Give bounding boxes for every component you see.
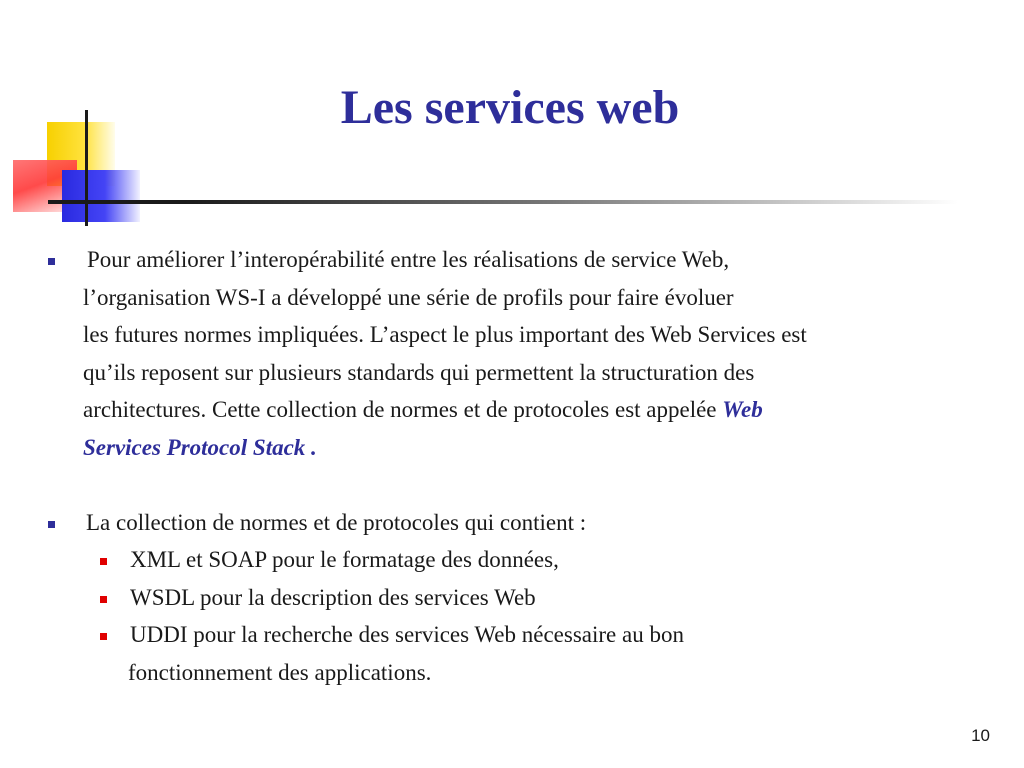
paragraph-line xyxy=(83,429,993,467)
logo-vertical-line xyxy=(85,110,88,226)
logo-blue-square xyxy=(62,170,140,222)
bullet-paragraph-1 xyxy=(83,241,993,466)
paragraph-line: Pour améliorer l’interopérabilité entre les réalisations de service Web, xyxy=(87,247,730,272)
emphasis-text: Web xyxy=(722,397,763,422)
bullet-paragraph-2: La collection de normes et de protocoles qui contient : xyxy=(86,510,587,535)
list-item xyxy=(100,541,960,579)
list-item-text: XML et SOAP pour le formatage des données, xyxy=(130,547,559,572)
list-item-text: UDDI pour la recherche des services Web nécessaire au bon xyxy=(130,622,684,647)
title-underline xyxy=(48,200,958,204)
red-square-bullet-icon xyxy=(100,633,107,640)
paragraph-line: l’organisation WS-I a développé une série de profils pour faire évoluer xyxy=(83,284,734,310)
list-item-continuation: fonctionnement des applications. xyxy=(128,659,432,685)
slide-title: Les services web xyxy=(340,81,680,134)
emphasis-trailing: . xyxy=(305,434,317,460)
bullet-square-icon xyxy=(48,521,55,528)
decorative-logo xyxy=(0,100,160,230)
bullet-square-icon xyxy=(48,258,55,265)
page-number: 10 xyxy=(971,726,990,745)
list-item xyxy=(100,616,960,654)
list-item-text: WSDL pour la description des services Web xyxy=(130,584,536,610)
sub-bullet-list xyxy=(100,541,960,691)
paragraph-line: les futures normes impliquées. L’aspect le plus important des Web Services est xyxy=(83,322,807,347)
paragraph-line-text: architectures. Cette collection de normes et de protocoles est appelée xyxy=(83,397,723,422)
red-square-bullet-icon xyxy=(100,558,107,565)
paragraph-line xyxy=(83,391,993,429)
list-item xyxy=(100,579,960,617)
emphasis-text: Services Protocol Stack xyxy=(83,434,306,460)
paragraph-line: qu’ils reposent sur plusieurs standards qui permettent la structuration des xyxy=(83,359,755,385)
red-square-bullet-icon xyxy=(100,596,107,603)
